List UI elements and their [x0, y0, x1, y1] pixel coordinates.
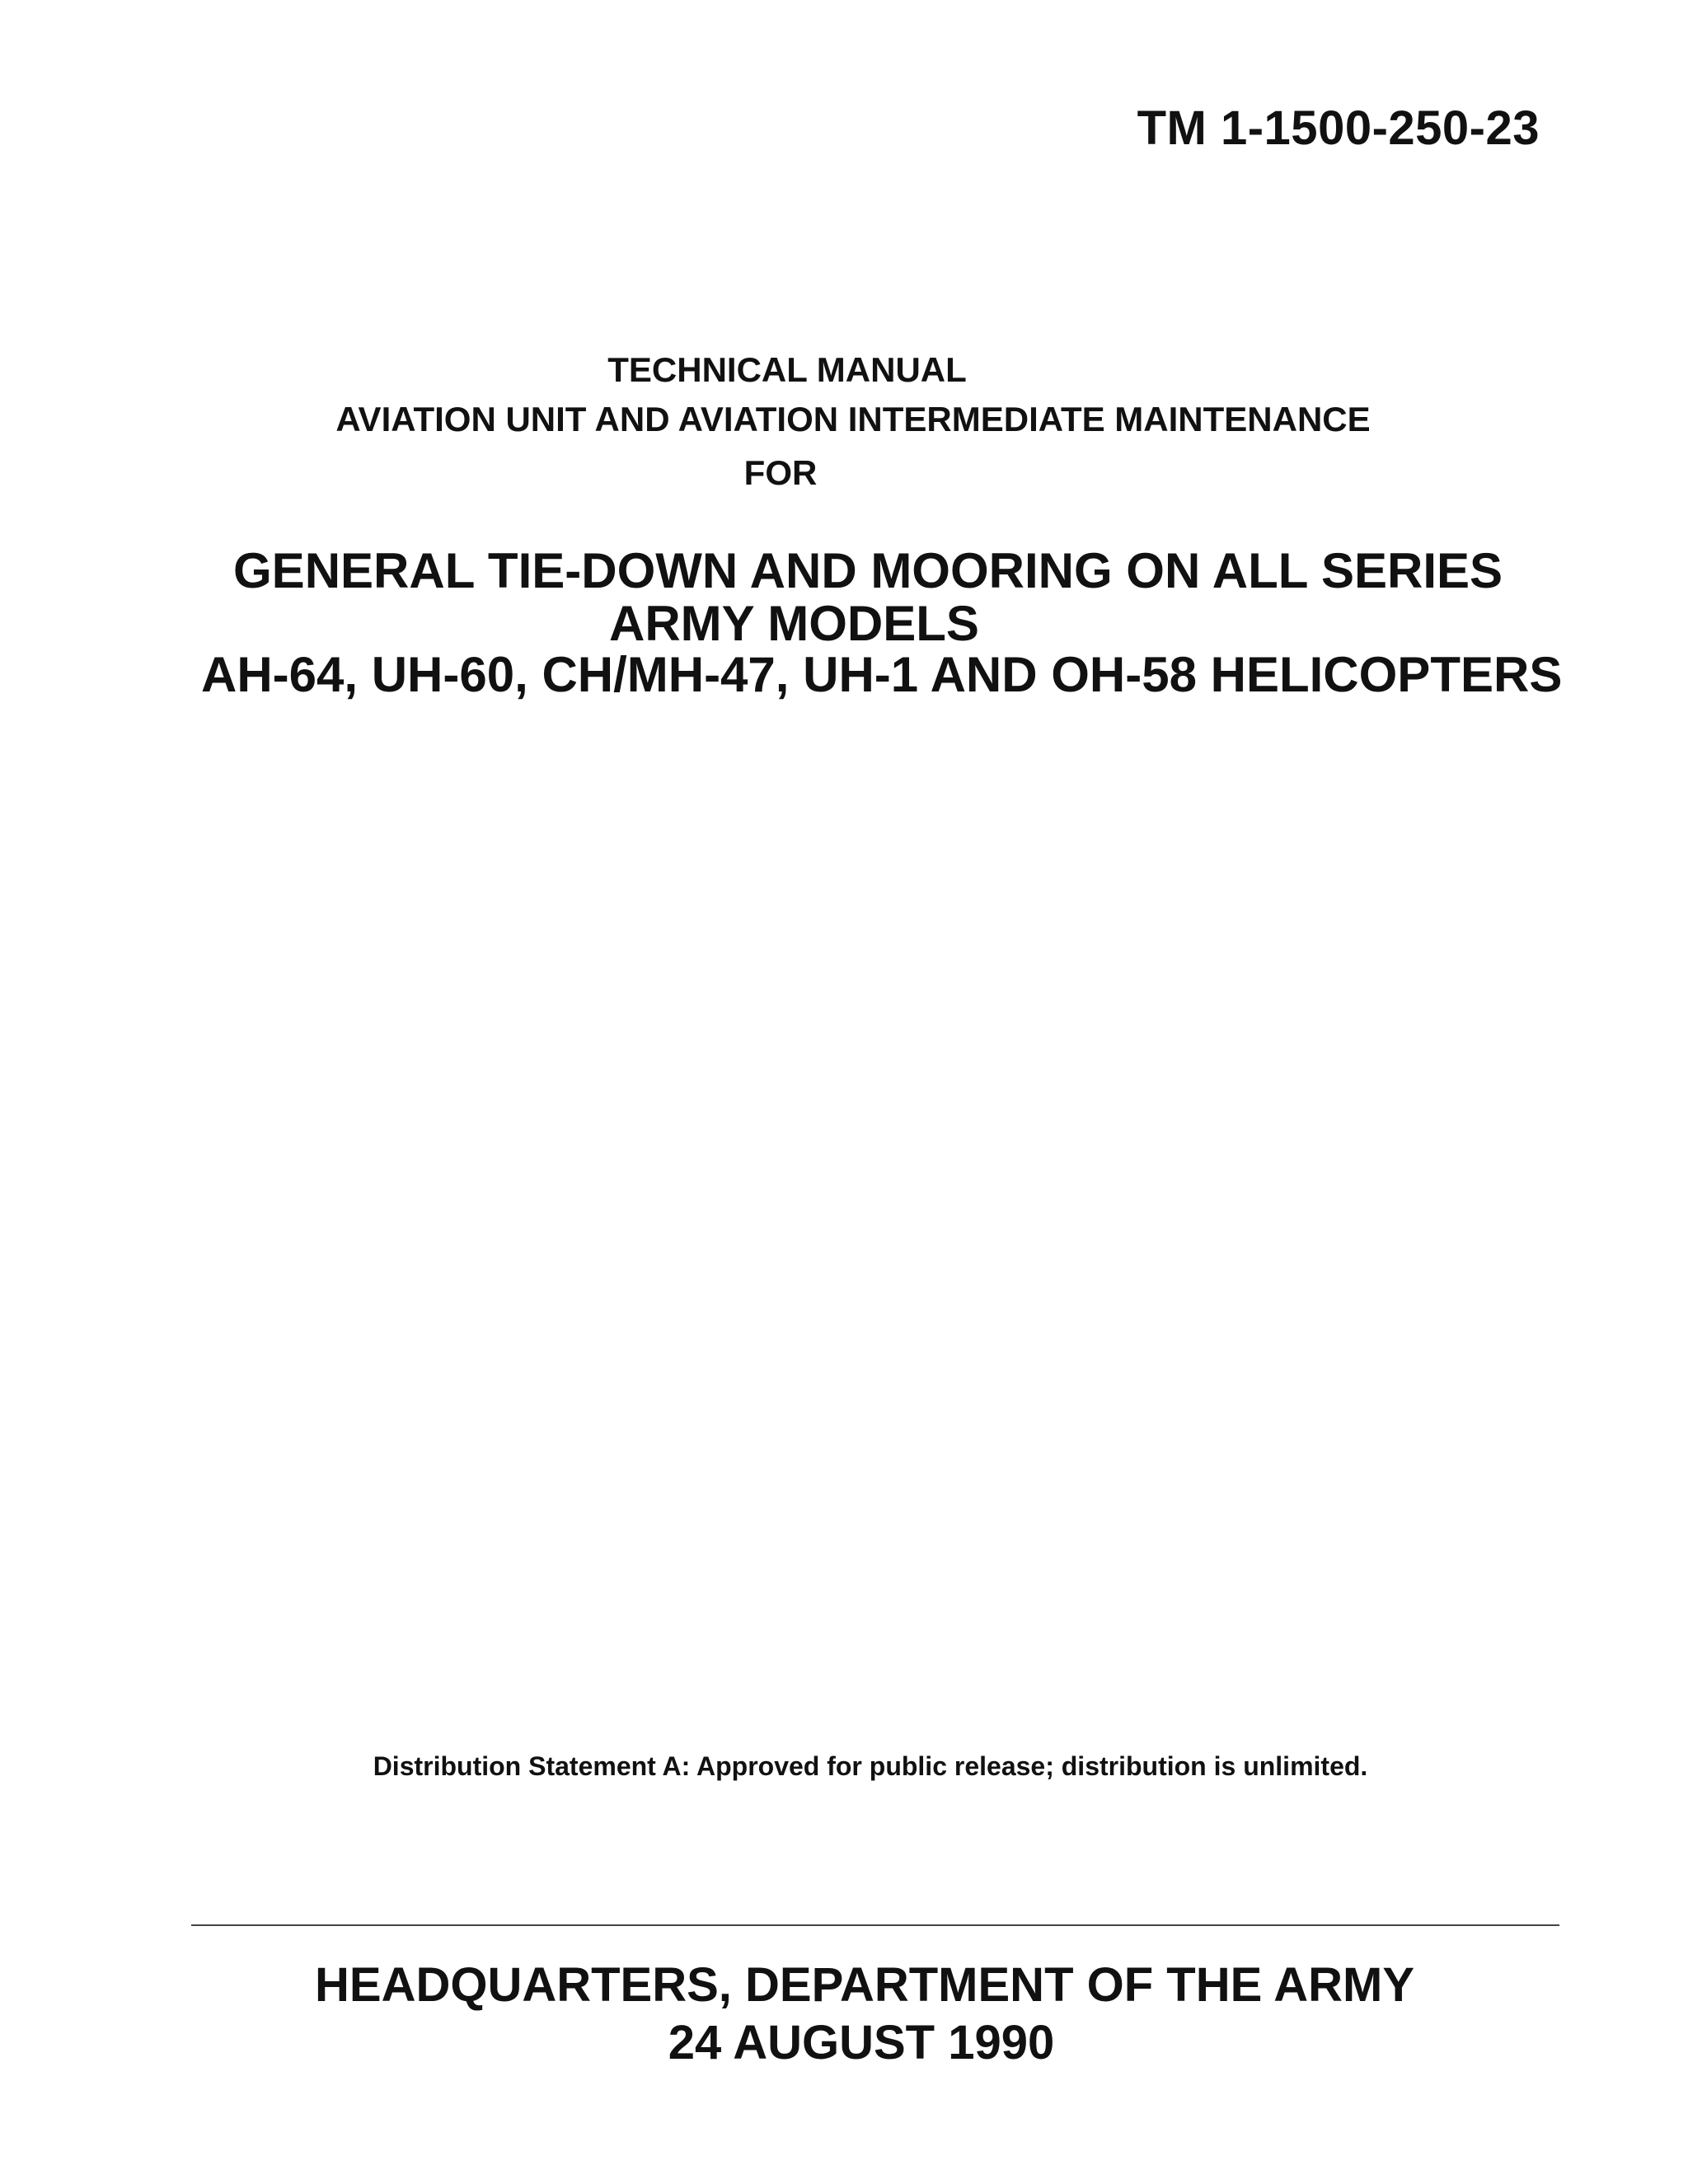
header-for: FOR [743, 453, 818, 492]
tm-number: TM 1-1500-250-23 [1137, 101, 1540, 155]
footer-divider [191, 1924, 1559, 1926]
header-maintenance-level: AVIATION UNIT AND AVIATION INTERMEDIATE MAINTENANCE [335, 400, 1371, 438]
document-title-line-1: GENERAL TIE-DOWN AND MOORING ON ALL SERIES [233, 543, 1503, 598]
publication-date: 24 AUGUST 1990 [668, 2016, 1055, 2069]
document-title-line-3: AH-64, UH-60, CH/MH-47, UH-1 AND OH-58 HELICOPTERS [201, 647, 1563, 702]
document-title-line-2: ARMY MODELS [609, 596, 979, 651]
distribution-statement: Distribution Statement A: Approved for public release; distribution is unlimited. [373, 1751, 1368, 1781]
header-technical-manual: TECHNICAL MANUAL [607, 350, 967, 389]
issuer-headquarters: HEADQUARTERS, DEPARTMENT OF THE ARMY [315, 1958, 1414, 2012]
